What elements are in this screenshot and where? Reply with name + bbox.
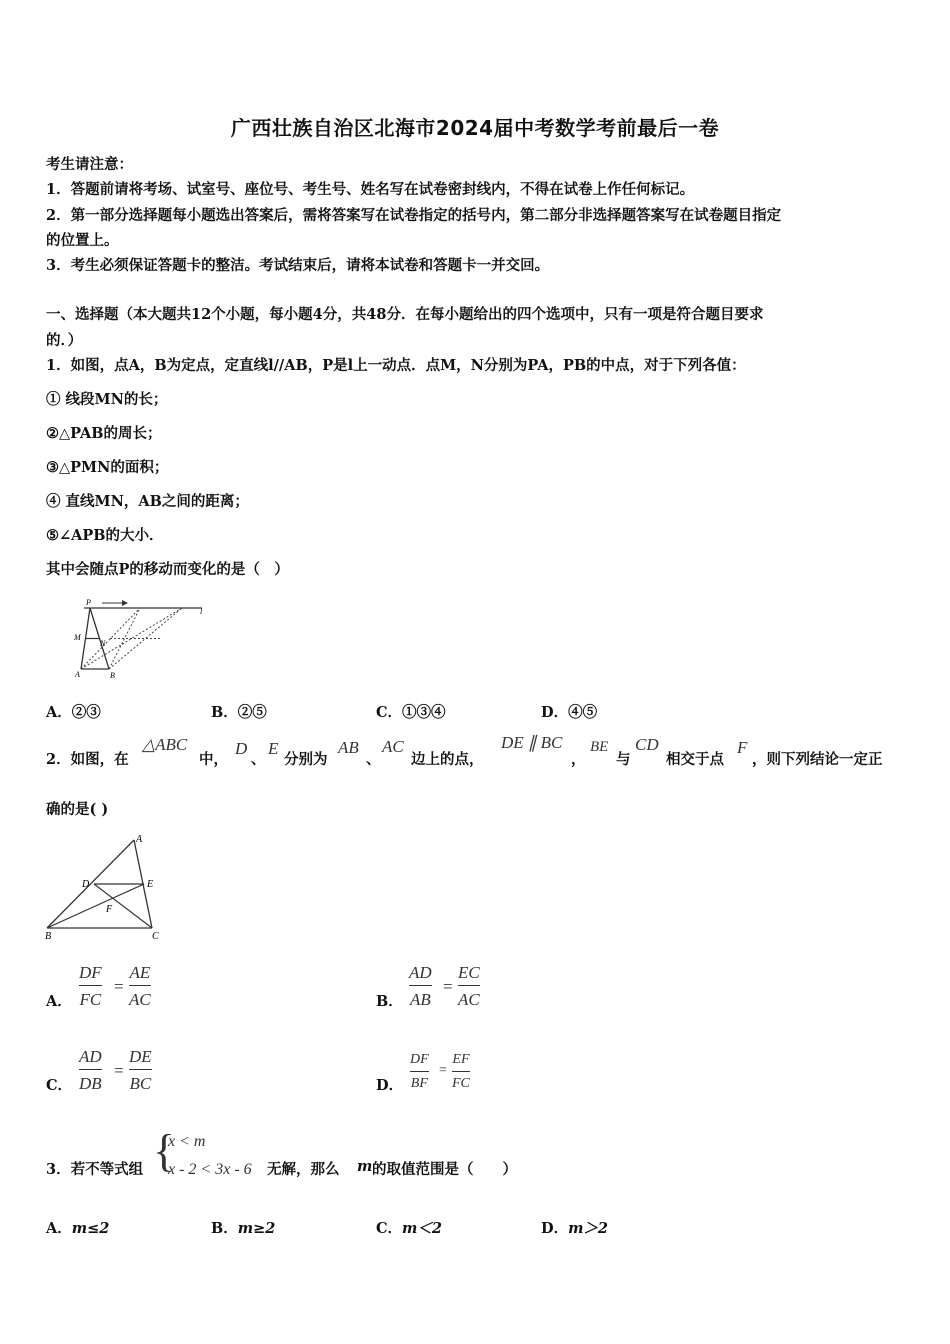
notice-item-2-cont: 的位置上。 [46, 232, 119, 249]
q1-item-1: ① 线段MN的长； [46, 391, 168, 408]
denominator: FC [79, 990, 102, 1009]
numerator: AE [129, 963, 151, 982]
section-heading-cont: 的．） [46, 332, 83, 349]
page-title: 广西壮族自治区北海市2024届中考数学考前最后一卷 [230, 116, 720, 140]
q2-option-a-label[interactable]: A． [46, 993, 72, 1010]
q2-stem-10: ，则下列结论一定正 [752, 751, 883, 768]
equals-sign: = [443, 977, 453, 996]
option-expr: m≤2 [71, 1220, 110, 1237]
q2-stem-cont: 确的是( ) [46, 801, 109, 818]
q2-math-ac: AC [382, 737, 404, 756]
arrow-head [122, 600, 128, 606]
q1-option-c[interactable]: C．①③④ [376, 704, 446, 721]
q2-stem-7: ， [571, 751, 586, 768]
q2-math-cd: CD [635, 735, 659, 754]
option-expr: m＞2 [568, 1220, 609, 1237]
q3-tail-2: 的取值范围是（ ） [372, 1161, 517, 1178]
q2-option-c-label[interactable]: C． [46, 1077, 73, 1094]
q2-math-be: BE [590, 739, 609, 755]
q2-math-f: F [737, 738, 748, 757]
q2-math-e: E [268, 739, 279, 758]
q2-stem-5: 、 [366, 751, 381, 768]
q3-option-d[interactable] [541, 1217, 608, 1238]
q1-item-3: ③△PMN的面积； [46, 459, 169, 476]
q3-lead: 3．若不等式组 [46, 1161, 144, 1178]
q2-stem-1: 2．如图，在 [46, 751, 129, 768]
q2-stem-3: 、 [251, 751, 266, 768]
denominator: DB [79, 1074, 102, 1093]
option-expr: m＜2 [402, 1220, 442, 1237]
label-f: F [106, 904, 113, 915]
notice-item-2: 2．第一部分选择题每小题选出答案后，需将答案写在试卷指定的括号内，第二部分非选择题答案写在试卷题目指定 [46, 207, 782, 224]
denominator: FC [452, 1076, 470, 1091]
q2-option-d-label[interactable]: D． [376, 1077, 404, 1094]
q2-option-a-frac-right [129, 964, 151, 1008]
q2-math-d: D [235, 739, 248, 758]
denominator: BF [410, 1076, 428, 1091]
q3-inequality-1: x < m [168, 1133, 206, 1150]
denominator: AC [458, 990, 480, 1009]
q1-figure [70, 598, 210, 682]
q2-option-b-label[interactable]: B． [376, 993, 403, 1010]
q2-option-d-frac-left [410, 1053, 429, 1091]
q2-option-b-frac-left [409, 964, 432, 1008]
q2-option-c-frac-right [129, 1048, 152, 1092]
equals-sign: = [439, 1063, 447, 1078]
q2-stem-8: 与 [616, 751, 631, 768]
denominator: AC [129, 990, 151, 1009]
label-b: B [110, 671, 115, 680]
q2-figure [40, 832, 170, 944]
label-d: D [82, 879, 90, 890]
q1-item-5: ⑤∠APB的大小． [46, 527, 164, 544]
option-label: B． [211, 1220, 238, 1237]
q1-option-d[interactable]: D．④⑤ [541, 704, 598, 721]
numerator: DF [410, 1052, 429, 1067]
q1-stem: 1．如图，点A，B为定点，定直线l//AB，P是l上一动点．点M，N分别为PA，PB的中点，对于下列各值： [46, 357, 746, 374]
label-p: P [86, 598, 91, 607]
section-heading: 一、选择题（本大题共12个小题，每小题4分，共48分．在每小题给出的四个选项中，只有一项是符合题目要求 [46, 306, 764, 323]
option-expr: m≥2 [237, 1220, 276, 1237]
q2-stem-2: 中， [199, 751, 228, 768]
q3-var-m: m [357, 1158, 373, 1175]
option-label: C． [376, 1220, 403, 1237]
q2-option-d-frac-right [452, 1053, 470, 1091]
q2-option-a-frac-left [79, 964, 102, 1008]
system-brace: { [153, 1125, 176, 1176]
numerator: DE [129, 1047, 152, 1066]
label-a: A [75, 670, 80, 679]
q1-option-b[interactable]: B．②⑤ [211, 704, 267, 721]
q2-stem-6: 边上的点， [411, 751, 484, 768]
q2-stem-9: 相交于点 [666, 751, 724, 768]
label-c: C [152, 931, 159, 942]
numerator: AD [409, 963, 432, 982]
q1-item-4: ④ 直线MN，AB之间的距离； [46, 493, 249, 510]
equals-sign: = [114, 977, 124, 996]
label-n: N [100, 639, 106, 648]
label-e: E [147, 879, 154, 890]
notice-item-3: 3．考生必须保证答题卡的整洁。考试结束后，请将本试卷和答题卡一并交回。 [46, 257, 550, 274]
label-b: B [45, 931, 52, 942]
denominator: BC [129, 1074, 152, 1093]
option-label: A． [46, 1220, 72, 1237]
q2-option-c-frac-left [79, 1048, 102, 1092]
equals-sign: = [114, 1061, 124, 1080]
segment-cd [94, 884, 152, 928]
label-m: M [74, 633, 81, 642]
q2-math-ab: AB [338, 738, 359, 757]
q1-ask: 其中会随点P的移动而变化的是（ ） [46, 561, 289, 578]
q2-math-abc: △ABC [142, 735, 188, 754]
q3-option-c[interactable] [376, 1217, 442, 1238]
q1-option-a[interactable]: A．②③ [46, 704, 101, 721]
numerator: EF [452, 1052, 470, 1067]
numerator: EC [458, 963, 480, 982]
notice-heading: 考生请注意： [46, 156, 133, 173]
notice-item-1: 1．答题前请将考场、试室号、座位号、考生号、姓名写在试卷密封线内，不得在试卷上作任何标记。 [46, 181, 695, 198]
label-l: l [200, 607, 203, 616]
q3-option-b[interactable] [211, 1217, 275, 1238]
q3-inequality-2: x - 2 < 3x - 6 [168, 1161, 252, 1178]
label-a: A [136, 834, 143, 845]
segment-be [47, 884, 144, 928]
q1-item-2: ②△PAB的周长； [46, 425, 162, 442]
q2-stem-4: 分别为 [284, 751, 328, 768]
numerator: DF [79, 963, 102, 982]
q3-tail-1: 无解，那么 [267, 1161, 340, 1178]
option-label: D． [541, 1220, 569, 1237]
q2-math-de-parallel-bc: DE ∥ BC [501, 733, 563, 752]
numerator: AD [79, 1047, 102, 1066]
denominator: AB [409, 990, 431, 1009]
q3-option-a[interactable] [46, 1217, 109, 1238]
q2-option-b-frac-right [458, 964, 480, 1008]
